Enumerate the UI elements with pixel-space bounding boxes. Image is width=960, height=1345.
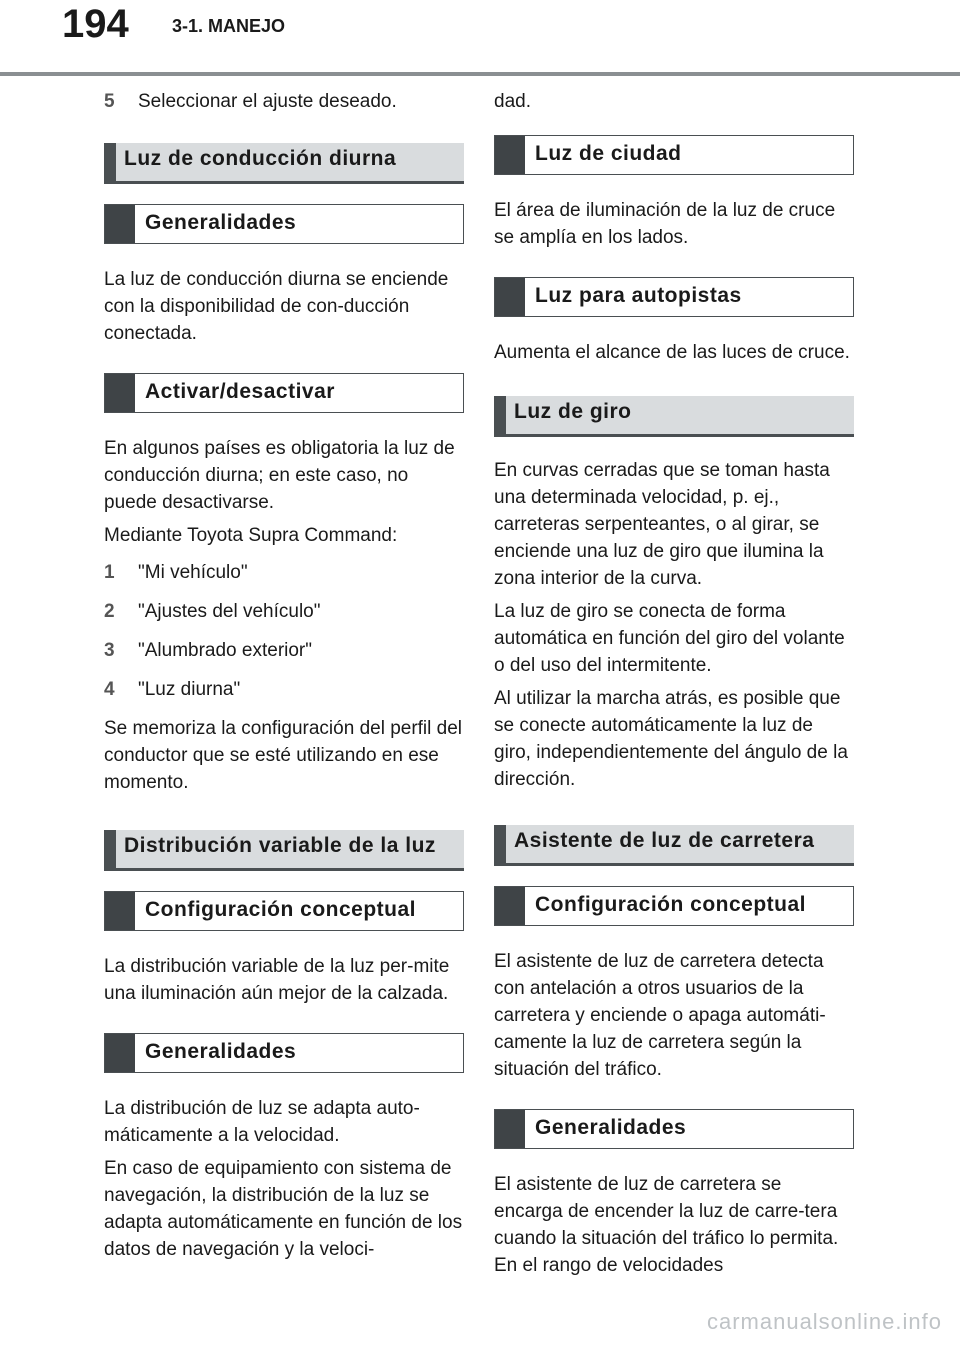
paragraph: En caso de equipamiento con sistema de navegación, la distribución de la luz se adapta automáticamente en función de los datos de navegación y la veloci- <box>104 1158 463 1260</box>
step-1: 1 "Mi vehículo" <box>104 562 248 583</box>
subheading-generalidades: Generalidades <box>104 204 464 244</box>
section-heading-luz-giro: Luz de giro <box>494 396 854 437</box>
paragraph: La distribución de luz se adapta auto-máticamente a la velocidad. <box>104 1098 420 1146</box>
subheading-luz-autopistas: Luz para autopistas <box>494 277 854 317</box>
paragraph: La luz de conducción diurna se enciende con la disponibilidad de con-ducción conectada. <box>104 269 449 344</box>
step-4: 4 "Luz diurna" <box>104 679 241 700</box>
subheading-generalidades-3: Generalidades <box>494 1109 854 1149</box>
paragraph: Al utilizar la marcha atrás, es posible que se conecte automáticamente la luz de giro, independientemente del ángulo de la dirección. <box>494 688 848 790</box>
paragraph: El asistente de luz de carretera detecta con antelación a otros usuarios de la carretera y enciende o apaga automáti-camente la luz de carretera según la situación del tráfico. <box>494 951 826 1080</box>
section-heading-luz-diurna: Luz de conducción diurna <box>104 143 464 184</box>
right-column <box>494 88 854 1285</box>
paragraph: La distribución variable de la luz per-mite una iluminación aún mejor de la calzada. <box>104 956 450 1004</box>
step-3: 3 "Alumbrado exterior" <box>104 640 313 661</box>
paragraph: En curvas cerradas que se toman hasta una determinada velocidad, p. ej., carreteras serpenteantes, o al girar, se enciende una luz de giro que ilumina la zona interior de la curva. <box>494 460 830 589</box>
subheading-configuracion-2: Configuración conceptual <box>494 886 854 926</box>
paragraph: Aumenta el alcance de las luces de cruce. <box>494 342 850 363</box>
page-header <box>0 0 960 80</box>
step-number: 5 <box>104 91 115 112</box>
paragraph: Se memoriza la configuración del perfil del conductor que se esté utilizando en ese momento. <box>104 718 463 793</box>
paragraph: El área de iluminación de la luz de cruce se amplía en los lados. <box>494 200 836 248</box>
section-heading-distribucion: Distribución variable de la luz <box>104 830 464 871</box>
page-number: 194 <box>62 2 129 46</box>
paragraph: El asistente de luz de carretera se encarga de encender la luz de carre-tera cuando la situación del tráfico lo permita. En el rango de velocidades <box>494 1174 839 1276</box>
paragraph: La luz de giro se conecta de forma automática en función del giro del volante o del uso del intermitente. <box>494 601 845 676</box>
subheading-generalidades-2: Generalidades <box>104 1033 464 1073</box>
section-heading-asistente: Asistente de luz de carretera <box>494 825 854 866</box>
step-5 <box>104 88 464 115</box>
watermark: carmanualsonline.info <box>706 1309 942 1334</box>
subheading-configuracion: Configuración conceptual <box>104 891 464 931</box>
chapter-title: 3-1. MANEJO <box>172 16 286 36</box>
left-column <box>104 88 464 1269</box>
header-divider <box>0 72 960 76</box>
step-2: 2 "Ajustes del vehículo" <box>104 601 321 622</box>
paragraph: Mediante Toyota Supra Command: <box>104 525 398 546</box>
subheading-luz-ciudad: Luz de ciudad <box>494 135 854 175</box>
paragraph-continuation: dad. <box>494 91 531 112</box>
subheading-activar-desactivar: Activar/desactivar <box>104 373 464 413</box>
paragraph: En algunos países es obligatoria la luz de conducción diurna; en este caso, no puede desactivarse. <box>104 438 455 513</box>
step-text: Seleccionar el ajuste deseado. <box>138 91 397 112</box>
